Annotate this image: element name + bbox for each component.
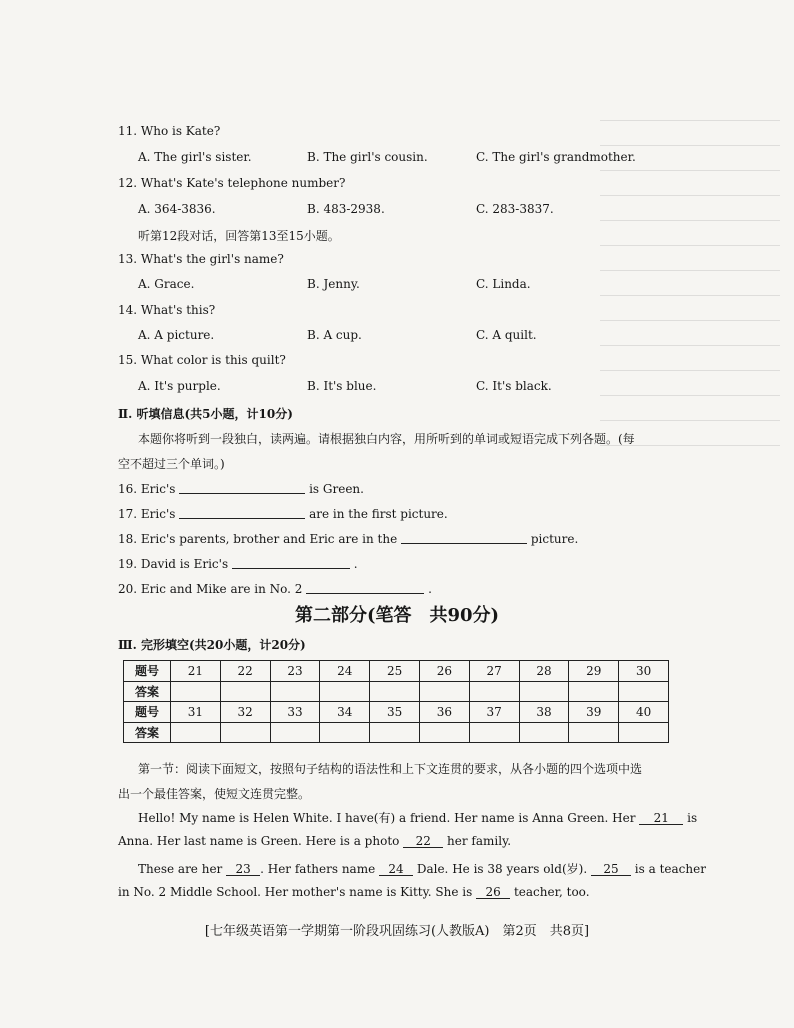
question-number: 37 <box>469 702 519 723</box>
dialogue-instruction: 听第12段对话，回答第13至15小题。 <box>138 229 340 243</box>
option-b: B. 483-2938. <box>307 202 385 216</box>
question-number: 27 <box>469 661 519 682</box>
fill-item <box>118 481 364 496</box>
fill-item <box>118 581 432 596</box>
fill-item-pre: 16. Eric's <box>118 482 176 496</box>
fill-item-post: is Green. <box>309 482 364 496</box>
question-number: 28 <box>519 661 569 682</box>
option-c: C. A quilt. <box>476 328 537 342</box>
question-number: 23 <box>270 661 320 682</box>
option-a: A. 364-3836. <box>138 202 216 216</box>
option-b: B. It's blue. <box>307 379 377 393</box>
answer-cell[interactable] <box>569 681 619 702</box>
option-a: A. It's purple. <box>138 379 221 393</box>
table-row <box>124 681 669 702</box>
row-label: 题号 <box>124 661 171 682</box>
answer-blank[interactable] <box>401 531 527 544</box>
passage-text: Hello! My name is Helen White. I have(有) a friend. Her name is Anna Green. Her <box>138 811 636 825</box>
question-number: 21 <box>171 661 221 682</box>
option-a: A. A picture. <box>138 328 215 342</box>
answer-cell[interactable] <box>270 681 320 702</box>
answer-cell[interactable] <box>519 722 569 743</box>
answer-cell[interactable] <box>171 722 221 743</box>
passage-text: in No. 2 Middle School. Her mother's name is Kitty. She is <box>118 885 473 899</box>
passage-line <box>138 809 697 826</box>
section-instruction: 空不超过三个单词。) <box>118 457 225 471</box>
answer-blank[interactable] <box>232 556 350 569</box>
option-b: B. The girl's cousin. <box>307 150 428 164</box>
question-number: 29 <box>569 661 619 682</box>
fill-item-pre: 19. David is Eric's <box>118 557 229 571</box>
section-heading: Ⅲ. 完形填空(共20小题，计20分) <box>118 638 306 652</box>
question-number: 30 <box>619 661 669 682</box>
answer-cell[interactable] <box>619 722 669 743</box>
table-row <box>124 722 669 743</box>
option-a: A. Grace. <box>138 277 195 291</box>
question-number: 25 <box>370 661 420 682</box>
page-footer: [七年级英语第一学期第一阶段巩固练习(人教版A) 第2页 共8页] <box>204 924 590 939</box>
answer-cell[interactable] <box>370 722 420 743</box>
answer-cell[interactable] <box>619 681 669 702</box>
cloze-blank-21[interactable]: 21 <box>639 812 683 825</box>
passage-text: Anna. Her last name is Green. Here is a photo <box>118 834 400 848</box>
passage-line <box>118 834 511 848</box>
section-instruction: 出一个最佳答案，使短文连贯完整。 <box>118 787 311 801</box>
question-stem: 15. What color is this quilt? <box>118 353 286 367</box>
fill-item-post: . <box>353 557 358 571</box>
part-title: 第二部分(笔答 共90分) <box>294 605 500 626</box>
answer-cell[interactable] <box>519 681 569 702</box>
option-c: C. The girl's grandmother. <box>476 150 636 164</box>
answer-blank[interactable] <box>306 581 424 594</box>
answer-cell[interactable] <box>469 722 519 743</box>
fill-item <box>118 531 578 546</box>
section-instruction: 第一节：阅读下面短文，按照句子结构的语法性和上下文连贯的要求，从各小题的四个选项中选 <box>138 762 643 776</box>
answer-cell[interactable] <box>469 681 519 702</box>
question-number: 40 <box>619 702 669 723</box>
passage-text: These are her <box>138 862 223 876</box>
passage-text: Dale. He is 38 years old(岁). <box>416 862 588 876</box>
option-b: B. Jenny. <box>307 277 360 291</box>
answer-cell[interactable] <box>220 722 270 743</box>
fill-item-post: . <box>428 582 432 596</box>
question-number: 22 <box>220 661 270 682</box>
option-c: C. Linda. <box>476 277 531 291</box>
cloze-blank-26[interactable]: 26 <box>476 886 510 899</box>
cloze-blank-24[interactable]: 24 <box>379 863 413 876</box>
question-stem: 13. What's the girl's name? <box>118 252 284 266</box>
option-c: C. 283-3837. <box>476 202 554 216</box>
question-number: 26 <box>419 661 469 682</box>
passage-text: is a teacher <box>634 862 706 876</box>
answer-cell[interactable] <box>320 722 370 743</box>
cloze-blank-23[interactable]: 23 <box>226 863 260 876</box>
fill-item-pre: 20. Eric and Mike are in No. 2 <box>118 582 303 596</box>
answer-cell[interactable] <box>171 681 221 702</box>
option-a: A. The girl's sister. <box>138 150 252 164</box>
fill-item <box>118 506 448 521</box>
fill-item <box>118 556 358 571</box>
question-stem: 14. What's this? <box>118 303 216 317</box>
passage-text: is <box>687 811 698 825</box>
question-number: 35 <box>370 702 420 723</box>
table-row <box>124 661 669 682</box>
fill-item-pre: 18. Eric's parents, brother and Eric are in the <box>118 532 398 546</box>
row-label: 答案 <box>124 681 171 702</box>
cloze-blank-25[interactable]: 25 <box>591 863 631 876</box>
question-stem: 12. What's Kate's telephone number? <box>118 176 346 190</box>
passage-line <box>118 885 590 899</box>
answer-cell[interactable] <box>370 681 420 702</box>
answer-cell[interactable] <box>419 722 469 743</box>
question-number: 36 <box>419 702 469 723</box>
answer-blank[interactable] <box>179 506 305 519</box>
question-number: 32 <box>220 702 270 723</box>
fill-item-pre: 17. Eric's <box>118 507 176 521</box>
option-b: B. A cup. <box>307 328 362 342</box>
question-number: 24 <box>320 661 370 682</box>
question-number: 38 <box>519 702 569 723</box>
answer-table <box>123 660 669 743</box>
section-heading: Ⅱ. 听填信息(共5小题，计10分) <box>118 407 293 421</box>
row-label: 题号 <box>124 702 171 723</box>
fill-item-post: picture. <box>530 532 579 546</box>
section-instruction: 本题你将听到一段独白，读两遍。请根据独白内容，用所听到的单词或短语完成下列各题。(每 <box>138 432 635 446</box>
question-number: 39 <box>569 702 619 723</box>
answer-cell[interactable] <box>320 681 370 702</box>
bleed-through-lines <box>600 120 780 480</box>
cloze-blank-22[interactable]: 22 <box>403 835 443 848</box>
question-number: 34 <box>320 702 370 723</box>
option-c: C. It's black. <box>476 379 552 393</box>
table-row <box>124 702 669 723</box>
question-number: 31 <box>171 702 221 723</box>
answer-cell[interactable] <box>569 722 619 743</box>
answer-cell[interactable] <box>270 722 320 743</box>
passage-text: teacher, too. <box>513 885 590 899</box>
answer-blank[interactable] <box>179 481 305 494</box>
passage-text: her family. <box>447 834 512 848</box>
question-stem: 11. Who is Kate? <box>118 124 221 138</box>
passage-line <box>138 860 706 877</box>
passage-text: . Her fathers name <box>260 862 376 876</box>
answer-cell[interactable] <box>419 681 469 702</box>
answer-cell[interactable] <box>220 681 270 702</box>
question-number: 33 <box>270 702 320 723</box>
row-label: 答案 <box>124 722 171 743</box>
fill-item-post: are in the first picture. <box>309 507 448 521</box>
